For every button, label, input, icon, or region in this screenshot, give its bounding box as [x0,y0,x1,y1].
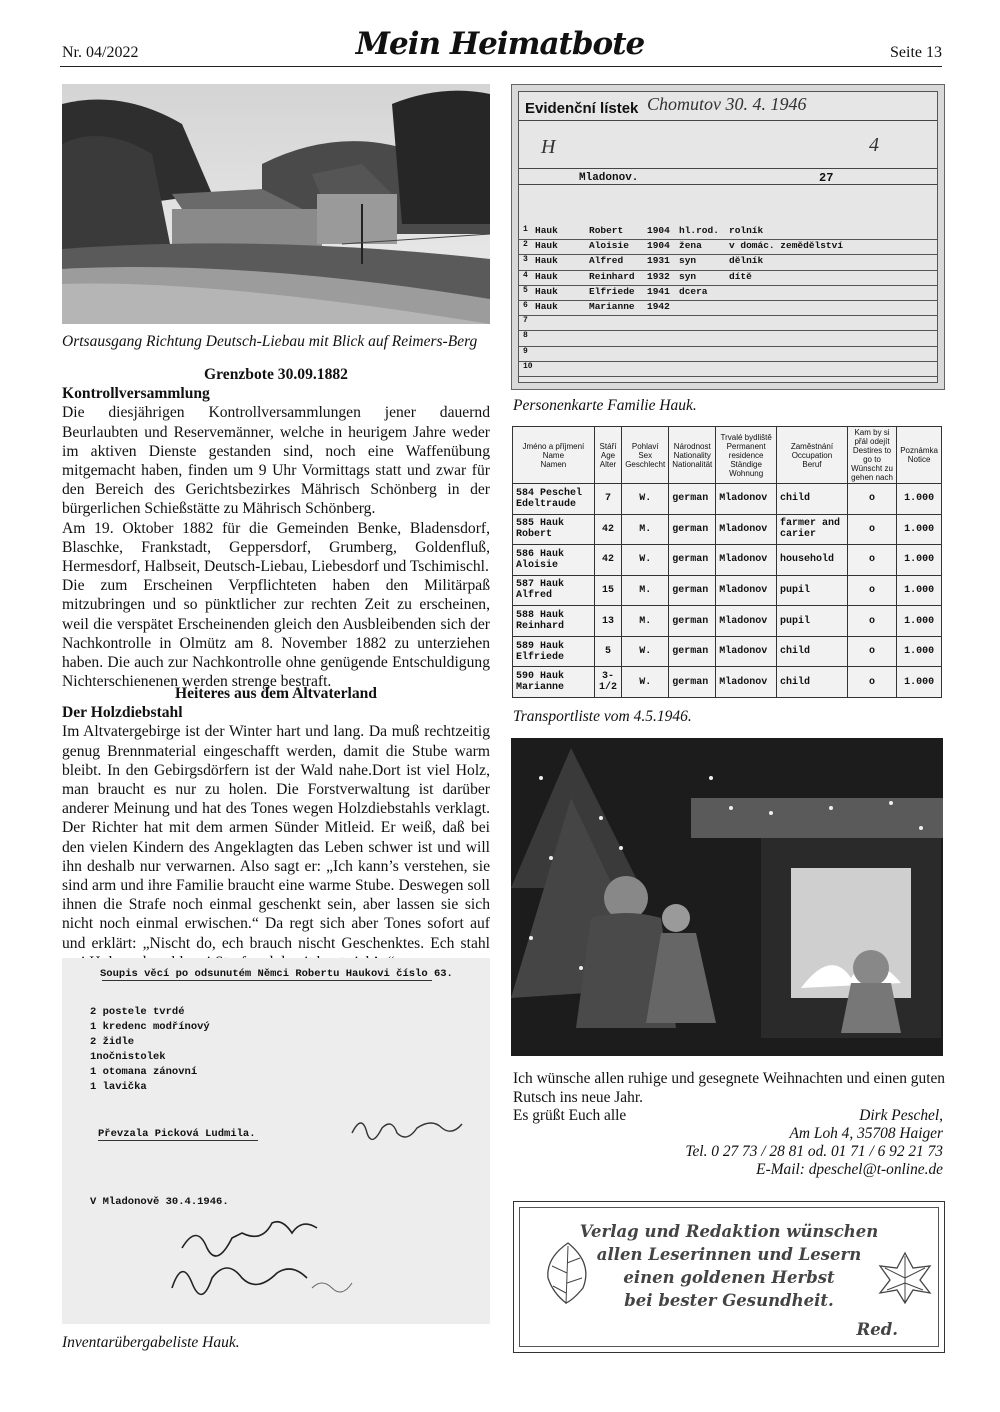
transport-cell: 588 Hauk Reinhard [513,606,595,637]
transport-caption: Transportliste vom 4.5.1946. [513,708,692,725]
transport-body [513,484,942,698]
card-village: Mladonov. [579,172,639,184]
card-cell: 6 [523,301,528,310]
editorial-greeting-frame [519,1207,939,1347]
transport-cell: Mladonov [716,636,777,667]
transport-cell: german [669,636,716,667]
transport-cell: 1.000 [897,636,942,667]
inventory-caption: Inventarübergabeliste Hauk. [62,1334,240,1351]
card-cell: dítě [729,270,752,282]
card-cell: žena [679,240,702,252]
transport-cell: Mladonov [716,514,777,545]
inventory-item: 1 lavička [90,1081,147,1093]
author-street: Am Loh 4, 35708 Haiger [789,1125,943,1142]
article-paragraph: Die diesjährigen Kontrollversammlungen jener dauernd Beurlaubten und Reservemänner, welche in heurigem Jahre weder im aktiven Dienste gestanden sind, noch eine Waffenübung mitgemacht haben, finden um 9 Uhr Vormittags statt und zwar für den Bereich des Gerichtsbezirkes Mährisch Schönberg in der bürgerlichen Schießstätte zu Mährisch Schönberg. [62,404,490,518]
card-cell: Hauk [535,285,558,297]
transport-cell: child [777,636,848,667]
transport-cell: o [847,606,896,637]
card-cell: 7 [523,316,528,326]
author-name: Dirk Peschel, [859,1107,943,1124]
inventory-item: 1 otomana zánovní [90,1066,198,1078]
card-cell: 1904 [647,240,670,252]
editorial-line: einen goldenen Herbst [623,1268,835,1287]
card-row [519,346,937,362]
card-handwritten-date: Chomutov 30. 4. 1946 [647,94,807,114]
card-cell: v domác. zemědělství [729,240,844,252]
article-title: Heiteres aus dem Altvaterland [175,685,377,702]
transport-table [512,426,942,698]
transport-cell: german [669,575,716,606]
header-rule [60,66,942,67]
transport-cell: o [847,636,896,667]
card-cell: Aloisie [589,240,629,252]
author-email: E-Mail: dpeschel@t-online.de [756,1161,943,1178]
inventory-item: 1nočnistolek [90,1051,166,1063]
transport-cell: Mladonov [716,575,777,606]
transport-cell: o [847,575,896,606]
transport-cell: 15 [594,575,621,606]
registration-card [511,84,945,390]
masthead-logo: Mein Heimatbote [355,26,645,62]
page-number: Seite 13 [890,44,942,61]
editorial-greeting-box [513,1201,945,1353]
card-line [519,120,937,121]
card-cell: dcera [679,285,708,297]
transport-cell: german [669,606,716,637]
transport-cell: 587 Hauk Alfred [513,575,595,606]
transport-cell: W. [622,545,669,576]
card-cell: hl.rod. [679,225,719,236]
article-paragraph: Die zum Erscheinen Verpflichteten haben den Militärpaß mitzubringen und so pünktlicher zur rechten Zeit zu erscheinen, weil die verspätet Erscheinenden gleich den Ausbleibenden sich der Nachkontrolle in Olmütz am 8. November 1882 zu unterziehen haben. Die auch zur Nachkontrolle ohne genügende Entschuldigung Nichterschienenen werden strenge bestraft. [62,577,490,691]
transport-header-cell: Pohlaví Sex Geschlecht [622,427,669,484]
transport-cell: 1.000 [897,514,942,545]
transport-cell: 589 Hauk Elfriede [513,636,595,667]
transport-cell: M. [622,606,669,637]
article-title: Grenzbote 30.09.1882 [204,366,348,383]
christmas-photo [511,738,943,1056]
card-cell: 3 [523,255,528,265]
transport-cell: 1.000 [897,484,942,515]
transport-cell: 590 Hauk Marianne [513,667,595,698]
transport-cell: M. [622,575,669,606]
transport-header-cell: Stáří Age Alter [594,427,621,484]
transport-cell: 1.000 [897,545,942,576]
transport-cell: 42 [594,545,621,576]
card-cell: dělník [729,255,764,267]
transport-cell: german [669,545,716,576]
transport-cell: 586 Hauk Aloisie [513,545,595,576]
card-row [519,270,937,286]
wishes-greeting: Es grüßt Euch alle [513,1107,627,1124]
card-row [519,254,937,270]
inventory-item: 2 židle [90,1036,135,1048]
transport-cell: 585 Hauk Robert [513,514,595,545]
card-cell: 1932 [647,270,670,282]
transport-cell: Mladonov [716,484,777,515]
card-cell: 1 [523,225,528,234]
inventory-document [62,958,490,1324]
card-cell: syn [679,255,697,267]
transport-row [513,606,942,637]
card-cell: Reinhard [589,270,635,282]
transport-cell: 584 Peschel Edeltraude [513,484,595,515]
transport-cell: W. [622,667,669,698]
card-cell: Hauk [535,255,558,267]
transport-cell: german [669,514,716,545]
card-cell: Hauk [535,240,558,252]
card-cell: 1931 [647,255,670,267]
inventory-heading: Soupis věcí po odsunutém Němci Robertu Haukovi číslo 63. [100,968,453,980]
card-cell: Elfriede [589,285,635,297]
transport-header-cell: Trvalé bydliště Permanent residence Ständige Wohnung [716,427,777,484]
transport-row [513,514,942,545]
transport-cell: 42 [594,514,621,545]
transport-cell: 13 [594,606,621,637]
transport-cell: 1.000 [897,667,942,698]
transport-cell: farmer and carier [777,514,848,545]
card-line [519,168,937,169]
card-line [519,184,937,185]
card-number-left: H [541,136,556,158]
article-paragraph: Am 19. Oktober 1882 für die Gemeinden Benke, Bladensdorf, Blaschke, Frankstadt, Geppersdorf, Grumberg, Goldenfluß, Hermesdorf, Halbseit, Deutsch-Liebau, Liebesdorf und Tschimischl. [62,519,490,576]
card-cell: rolník [729,225,764,236]
card-row [519,330,937,346]
transport-cell: child [777,484,848,515]
transport-cell: 1.000 [897,606,942,637]
transport-row [513,484,942,515]
card-cell: 8 [523,331,528,341]
transport-cell: 1.000 [897,575,942,606]
transport-header-cell: Jméno a příjmení Name Namen [513,427,595,484]
card-cell: 5 [523,285,528,295]
transport-row [513,545,942,576]
author-phone: Tel. 0 27 73 / 28 81 od. 01 71 / 6 92 21 73 [685,1143,943,1160]
editorial-line: bei bester Gesundheit. [624,1291,834,1310]
transport-header-row [513,427,942,484]
transport-cell: 5 [594,636,621,667]
transport-cell: o [847,545,896,576]
transport-cell: german [669,484,716,515]
article-holzdiebstahl [62,684,490,972]
card-row [519,285,937,301]
card-row [519,239,937,255]
transport-row [513,636,942,667]
card-cell: Hauk [535,301,558,312]
transport-cell: Mladonov [716,545,777,576]
card-row [519,315,937,331]
transport-row [513,575,942,606]
transport-header-cell: Národnost Nationality Nationalität [669,427,716,484]
card-cell: Alfred [589,255,624,267]
card-cell: 9 [523,346,528,356]
transport-cell: household [777,545,848,576]
card-cell: Robert [589,225,624,236]
editorial-line: allen Leserinnen und Lesern [596,1245,862,1264]
transport-list [512,426,942,698]
card-row [519,300,937,316]
article-paragraph: Im Altvatergebirge ist der Winter hart und lang. Da muß rechtzeitig genug Brennmaterial eingeschafft werden, damit die Stube warm bleibt. In den Gebirgsdörfern ist der Wald nahe.Dort ist viel Holz, man braucht es nur zu holen. Die Forstverwaltung ist darüber anderer Meinung und hat des Tones wegen Holzdiebstahls verklagt. Der Richter hat mit dem armen Sünder Mitleid. Er weiß, daß bei den vielen Kindern des Angeklagten das Leben schwer ist und will ihn deshalb nur verwarnen. Also sagt er: „Ich kann’s verstehen, sie sind arm und ihre Familie braucht eine warme Stube. Deswegen soll ihnen die Strafe noch einmal geschenkt sein, aber lassen sie sich nicht noch einmal erwischen.“ Da regt sich aber Tones sofort auf und erklärt: „Nischt do, ech brauch nischt Geschenktes. Ech stahl [62,723,490,952]
article-grenzbote [62,365,490,691]
card-row [519,361,937,377]
transport-cell: M. [622,514,669,545]
transport-row [513,667,942,698]
article-subtitle: Kontrollversammlung [62,385,210,403]
inventory-place-date: V Mladonově 30.4.1946. [90,1196,229,1208]
card-number-right: 4 [869,134,879,156]
card-title: Evidenční lístek [525,100,639,117]
transport-cell: 3-1/2 [594,667,621,698]
card-cell: 1942 [647,301,670,312]
village-photo [62,84,490,324]
wishes-text: Ich wünsche allen ruhige und gesegnete Weihnachten und einen guten Rutsch ins neue Jahr. [513,1070,945,1106]
transport-cell: Mladonov [716,606,777,637]
leaf-left-icon [538,1238,598,1308]
card-cell: 10 [523,361,533,371]
card-cell: syn [679,270,697,282]
inventory-received: Převzala Picková Ludmila. [98,1128,256,1140]
leaf-right-icon [875,1248,935,1308]
card-cell: Marianne [589,301,635,312]
transport-cell: 7 [594,484,621,515]
card-cell: 1941 [647,285,670,297]
transport-header-cell: Poznámka Notice [897,427,942,484]
inventory-signatures [62,958,490,1324]
article-subtitle: Der Holzdiebstahl [62,704,183,722]
card-cell: 1904 [647,225,670,236]
transport-cell: pupil [777,606,848,637]
registration-card-frame [518,91,938,383]
transport-header-cell: Kam by si přál odejít Destires to go to Wünscht zu gehen nach [847,427,896,484]
card-row [519,224,937,240]
card-cell: 2 [523,240,528,250]
card-caption: Personenkarte Familie Hauk. [513,397,697,414]
transport-header-cell: Zaměstnání Occupation Beruf [777,427,848,484]
transport-cell: W. [622,484,669,515]
transport-cell: o [847,514,896,545]
inventory-item: 1 kredenc modřínový [90,1021,210,1033]
inventory-item: 2 postele tvrdé [90,1006,185,1018]
issue-number: Nr. 04/2022 [62,44,139,61]
editorial-line: Verlag und Redaktion wünschen [579,1222,879,1241]
card-cell: Hauk [535,270,558,282]
village-photo-caption: Ortsausgang Richtung Deutsch-Liebau mit Blick auf Reimers-Berg [62,333,478,350]
card-cell: 4 [523,270,528,280]
editorial-sign: Red. [856,1320,898,1339]
card-cell: Hauk [535,225,558,236]
transport-cell: Mladonov [716,667,777,698]
transport-cell: o [847,484,896,515]
transport-cell: W. [622,636,669,667]
transport-cell: o [847,667,896,698]
card-house-number: 27 [819,171,834,185]
transport-cell: child [777,667,848,698]
transport-cell: german [669,667,716,698]
transport-cell: pupil [777,575,848,606]
